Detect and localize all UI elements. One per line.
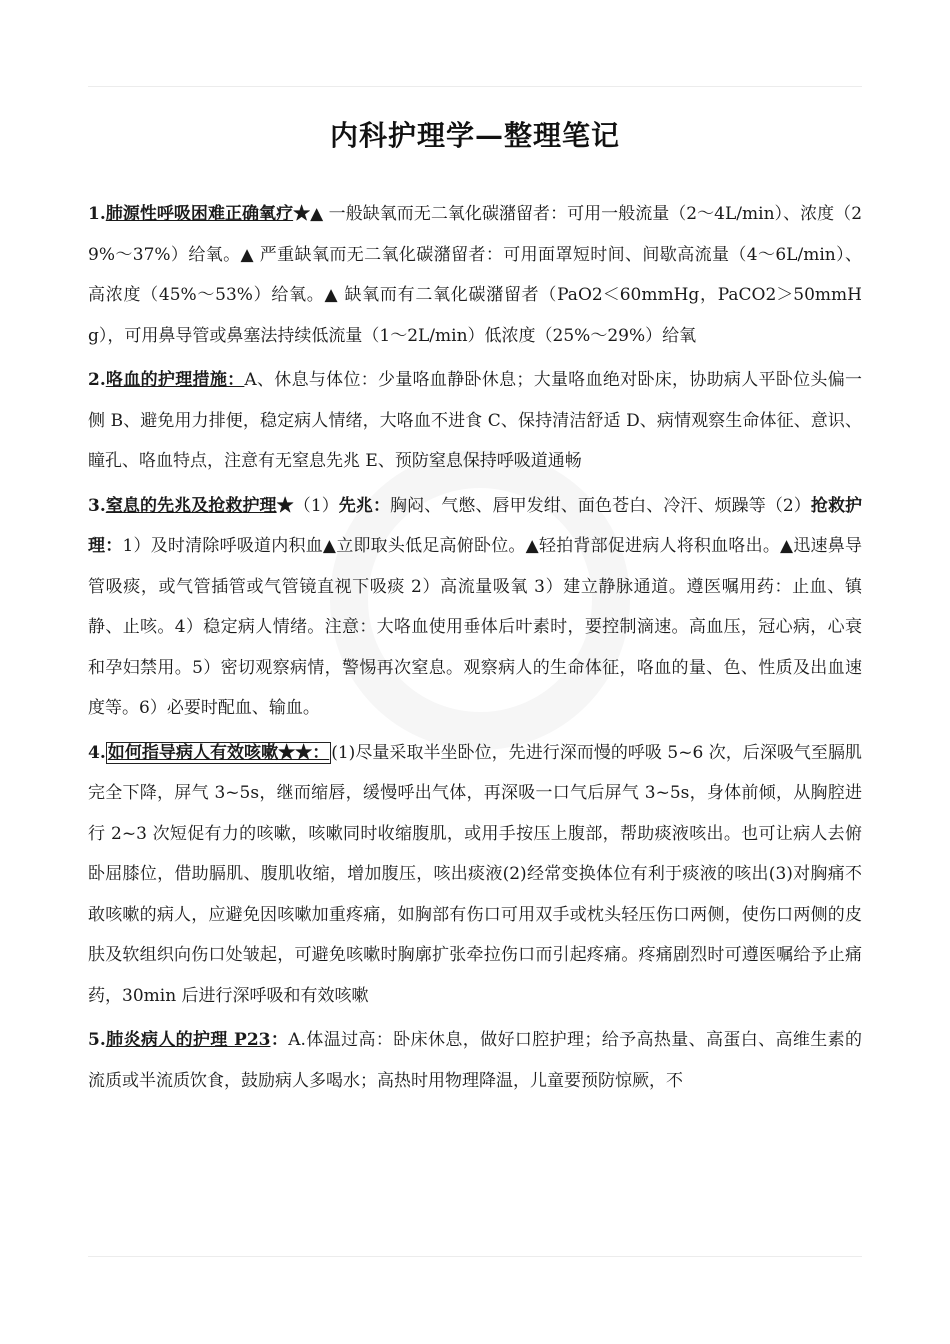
section-3-part2-prefix: （2） bbox=[765, 495, 811, 516]
section-3-part2-text: 1）及时清除呼吸道内积血▲立即取头低足高俯卧位。▲轻拍背部促进病人将积血咯出。▲迅速鼻导管吸痰，或气管插管或气管镜直视下吸痰 2）高流量吸氧 3）建立静脉通道。遵医嘱用药：止血、镇静、止咳。4）稳定病人情绪。注意：大咯血使用垂体后叶素时，要控制滴速。高血压，冠心病，心衰和孕妇禁用。5）密切观察病情，警惕再次窒息。观察病人的生命体征，咯血的量、色、性质及出血速度等。6）必要时配血、输血。 bbox=[88, 536, 862, 718]
section-2-heading: 咯血的护理措施： bbox=[105, 370, 245, 390]
section-1-stars: ★▲ bbox=[293, 204, 324, 224]
section-5-body: A.体温过高：卧床休息，做好口腔护理；给予高热量、高蛋白、高维生素的流质或半流质饮食，鼓励病人多喝水；高热时用物理降温，儿童要预防惊厥，不 bbox=[88, 1030, 863, 1091]
section-1-body: 一般缺氧而无二氧化碳潴留者：可用一般流量（2～4L/min）、浓度（29%～37%）给氧。▲ 严重缺氧而无二氧化碳潴留者：可用面罩短时间、间歇高流量（4～6L/min）、高浓度（45%～53%）给氧。▲ 缺氧而有二氧化碳潴留者（PaO2＜60mmHg，PaCO2＞50mmHg），可用鼻导管或鼻塞法持续低流量（1～2L/min）低浓度（25%～29%）给氧 bbox=[88, 204, 863, 346]
section-4 bbox=[88, 733, 862, 1017]
section-1 bbox=[88, 194, 862, 356]
section-2-number: 2. bbox=[88, 370, 106, 390]
section-5-colon: ： bbox=[270, 1030, 289, 1050]
section-5-number: 5. bbox=[88, 1030, 106, 1050]
section-3-part1-label: 先兆： bbox=[338, 495, 391, 516]
section-1-heading: 肺源性呼吸困难正确氧疗 bbox=[105, 204, 294, 224]
section-5 bbox=[88, 1020, 862, 1101]
section-3-part1-prefix: （1） bbox=[293, 495, 339, 516]
top-divider bbox=[88, 86, 862, 87]
bottom-divider bbox=[88, 1256, 862, 1257]
section-3-star: ★ bbox=[276, 495, 294, 516]
section-4-heading: 如何指导病人有效咳嗽★★： bbox=[107, 742, 330, 763]
document-body bbox=[88, 194, 862, 1101]
section-3-part2-label: 抢救护理： bbox=[88, 495, 863, 556]
section-3-part1-text: 胸闷、气憋、唇甲发绀、面色苍白、冷汗、烦躁等 bbox=[390, 495, 766, 516]
section-1-number: 1. bbox=[88, 204, 106, 224]
section-3 bbox=[88, 486, 862, 729]
section-3-heading: 窒息的先兆及抢救护理 bbox=[105, 495, 277, 516]
section-4-body: (1)尽量采取半坐卧位，先进行深而慢的呼吸 5~6 次，后深吸气至膈肌完全下降，屏气 3~5s，继而缩唇，缓慢呼出气体，再深吸一口气后屏气 3~5s，身体前倾，从胸腔进行 2~3 次短促有力的咳嗽，咳嗽同时收缩腹肌，或用手按压上腹部，帮助痰液咳出。也可让病人去俯卧屈膝位，借助膈肌、腹肌收缩，增加腹压，咳出痰液(2)经常变换体位有利于痰液的咳出(3)对胸痛不敢咳嗽的病人，应避免因咳嗽加重疼痛，如胸部有伤口可用双手或枕头轻压伤口两侧，使伤口两侧的皮肤及软组织向伤口处皱起，可避免咳嗽时胸廓扩张牵拉伤口而引起疼痛。疼痛剧烈时可遵医嘱给予止痛药，30min 后进行深呼吸和有效咳嗽 bbox=[88, 742, 862, 1006]
section-5-heading: 肺炎病人的护理 P23 bbox=[105, 1030, 271, 1050]
section-3-number: 3. bbox=[88, 495, 106, 516]
section-2 bbox=[88, 360, 862, 482]
page-title: 内科护理学—整理笔记 bbox=[329, 119, 620, 152]
section-4-number: 4. bbox=[88, 742, 106, 763]
section-2-body: A、休息与体位：少量咯血静卧休息；大量咯血绝对卧床，协助病人平卧位头偏一侧 B、避免用力排便，稳定病人情绪，大咯血不进食 C、保持清洁舒适 D、病情观察生命体征、意识、瞳孔、咯血特点，注意有无窒息先兆 E、预防窒息保持呼吸道通畅 bbox=[88, 370, 862, 471]
